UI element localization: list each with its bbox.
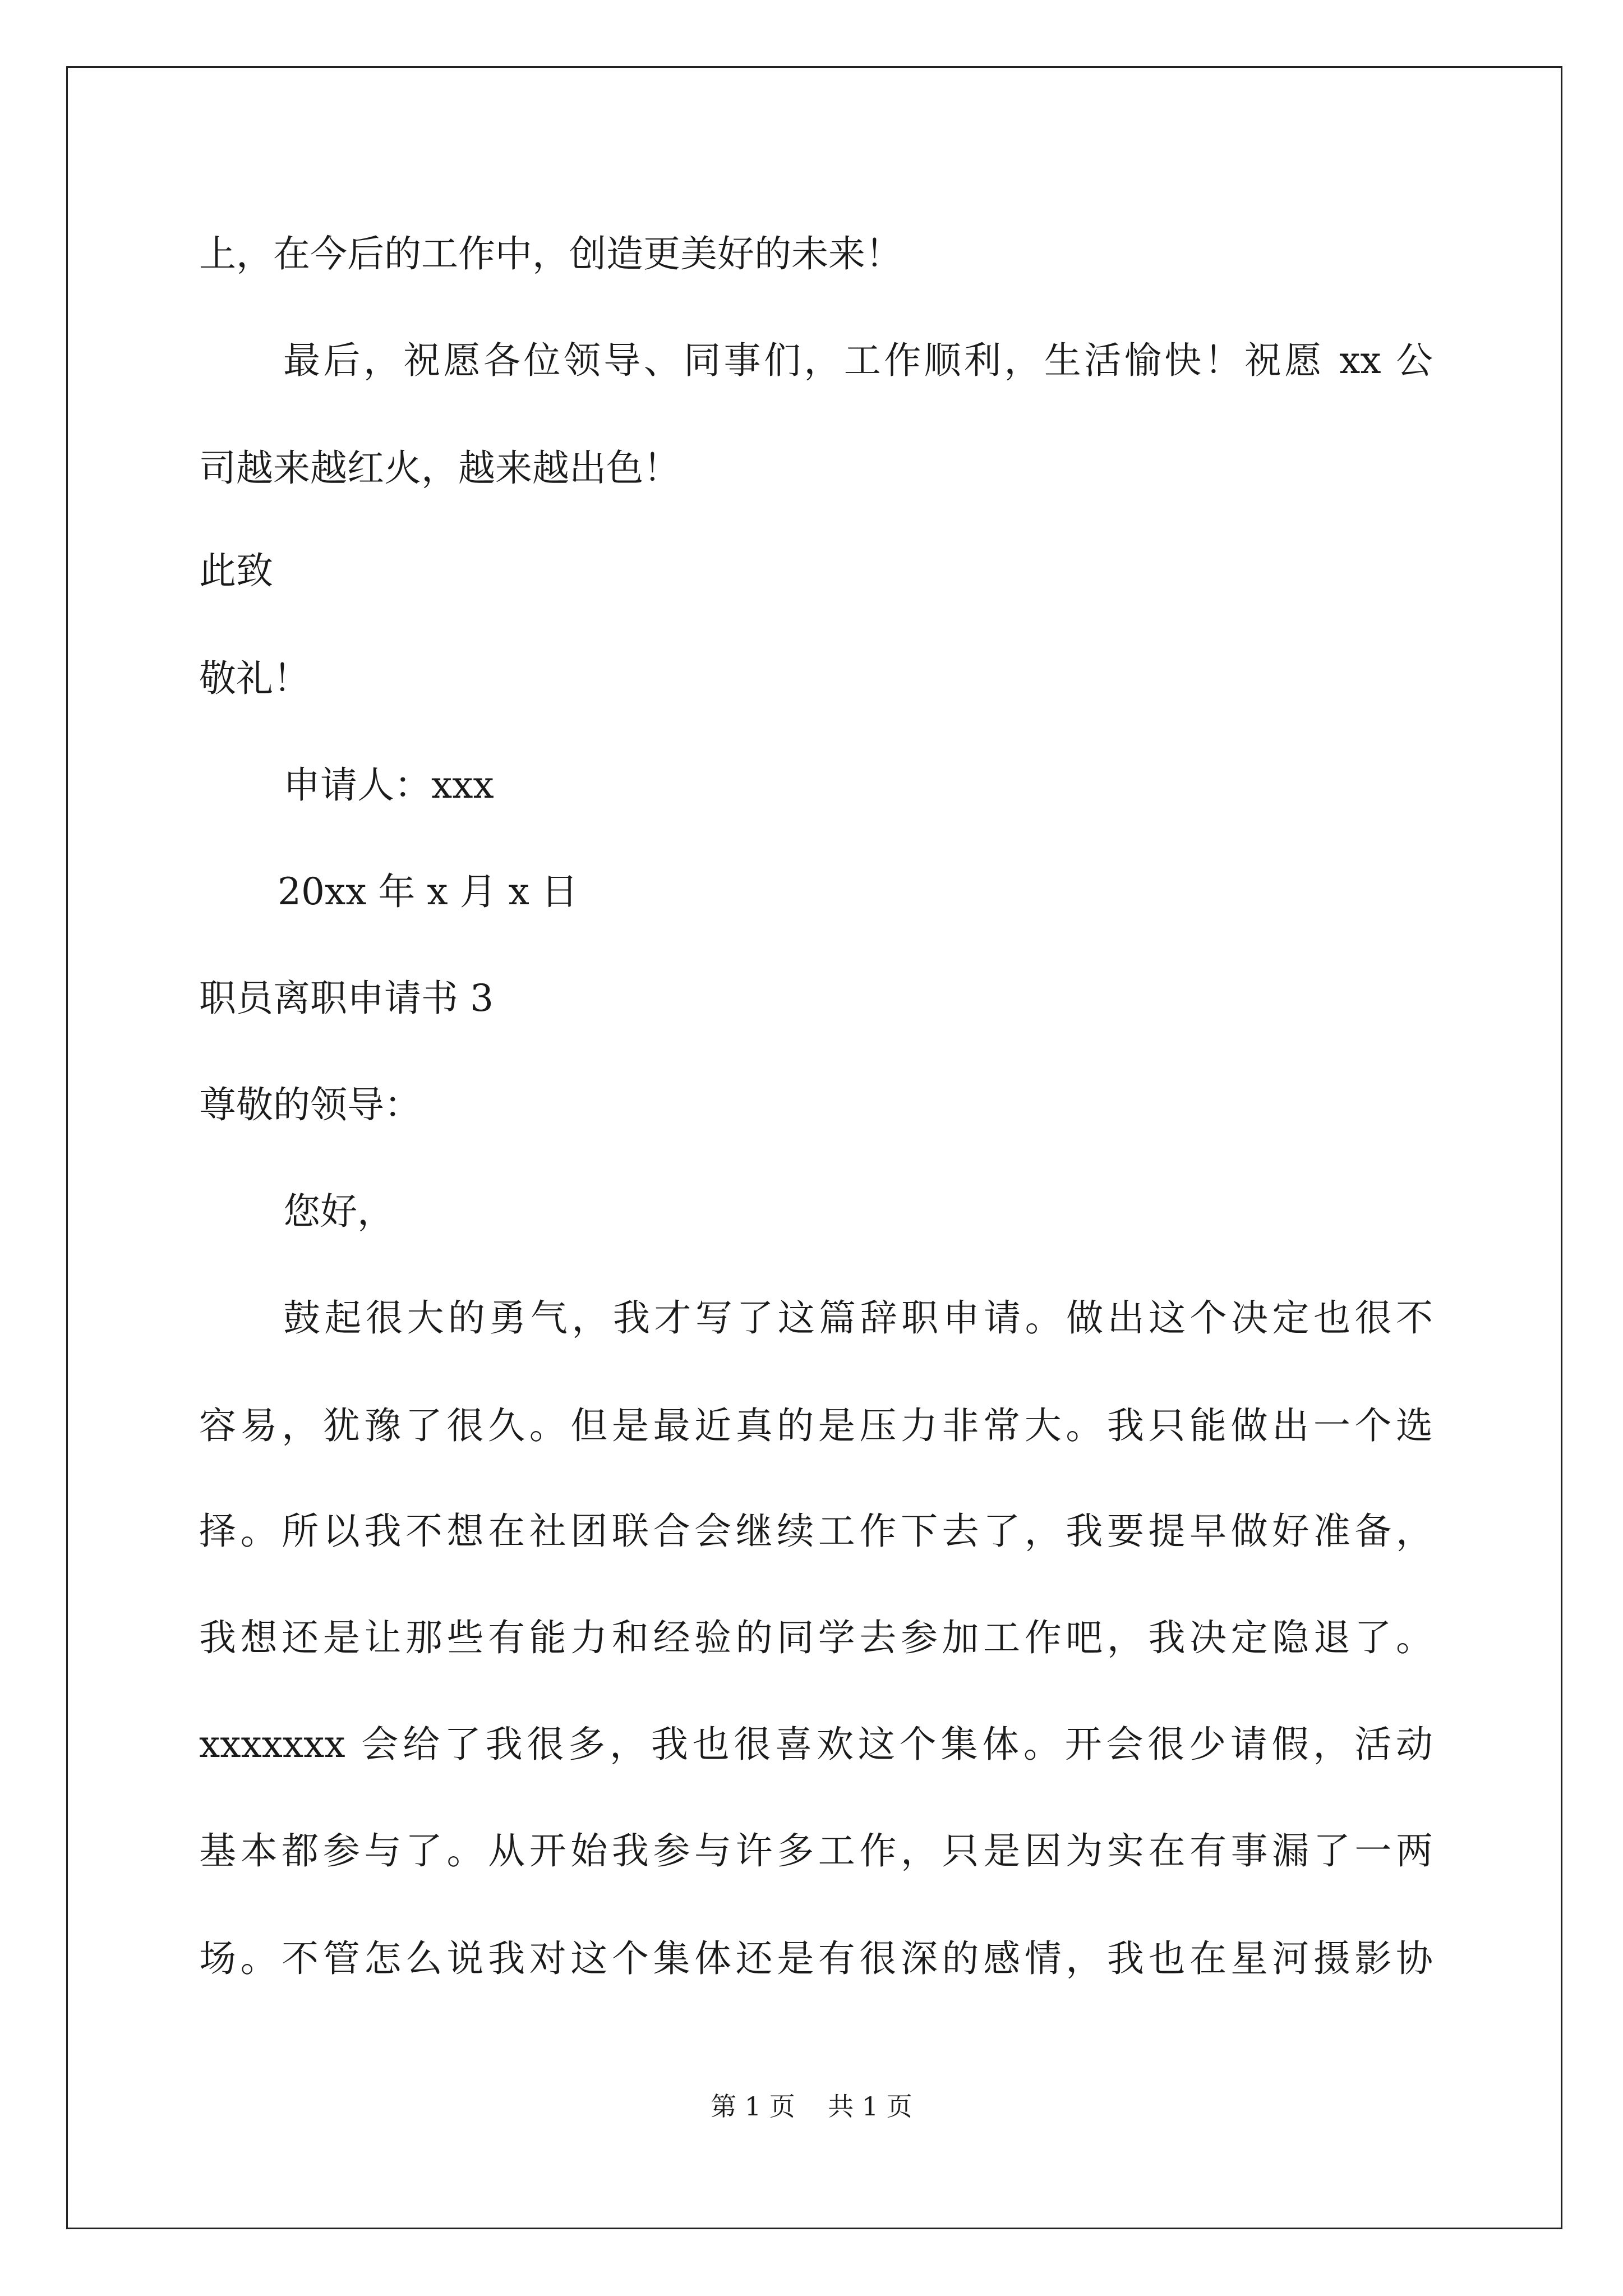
- closing-salutation: 此致: [199, 549, 273, 592]
- date-line: 20xx 年 x 月 x 日: [278, 870, 578, 913]
- closing-regards: 敬礼！: [199, 657, 310, 700]
- body-line-13: 择。所以我不想在社团联合会继续工作下去了，我要提早做好准备，: [199, 1510, 1433, 1553]
- body-line-16: 基本都参与了。从开始我参与许多工作，只是因为实在有事漏了一两: [199, 1829, 1433, 1872]
- body-line-2: 最后，祝愿各位领导、同事们，工作顺利，生活愉快！祝愿 xx 公: [283, 339, 1433, 382]
- body-line-1: 上，在今后的工作中，创造更美好的未来！: [199, 232, 902, 275]
- body-line-14: 我想还是让那些有能力和经验的同学去参加工作吧，我决定隐退了。: [199, 1616, 1433, 1659]
- letter-greeting: 您好，: [283, 1190, 394, 1233]
- body-line-17: 场。不管怎么说我对这个集体还是有很深的感情，我也在星河摄影协: [199, 1937, 1433, 1980]
- letter-salutation: 尊敬的领导：: [199, 1083, 421, 1126]
- section-title: 职员离职申请书 3: [199, 977, 494, 1020]
- body-line-12: 容易，犹豫了很久。但是最近真的是压力非常大。我只能做出一个选: [199, 1404, 1433, 1447]
- page-footer: 第 1 页 共 1 页: [711, 2091, 912, 2122]
- applicant-signature: 申请人：xxx: [283, 763, 494, 807]
- body-line-3: 司越来越红火，越来越出色！: [199, 447, 680, 490]
- page-border: [66, 66, 1562, 2229]
- body-line-15: xxxxxxx 会给了我很多，我也很喜欢这个集体。开会很少请假，活动: [199, 1723, 1433, 1766]
- body-line-11: 鼓起很大的勇气，我才写了这篇辞职申请。做出这个决定也很不: [283, 1296, 1433, 1340]
